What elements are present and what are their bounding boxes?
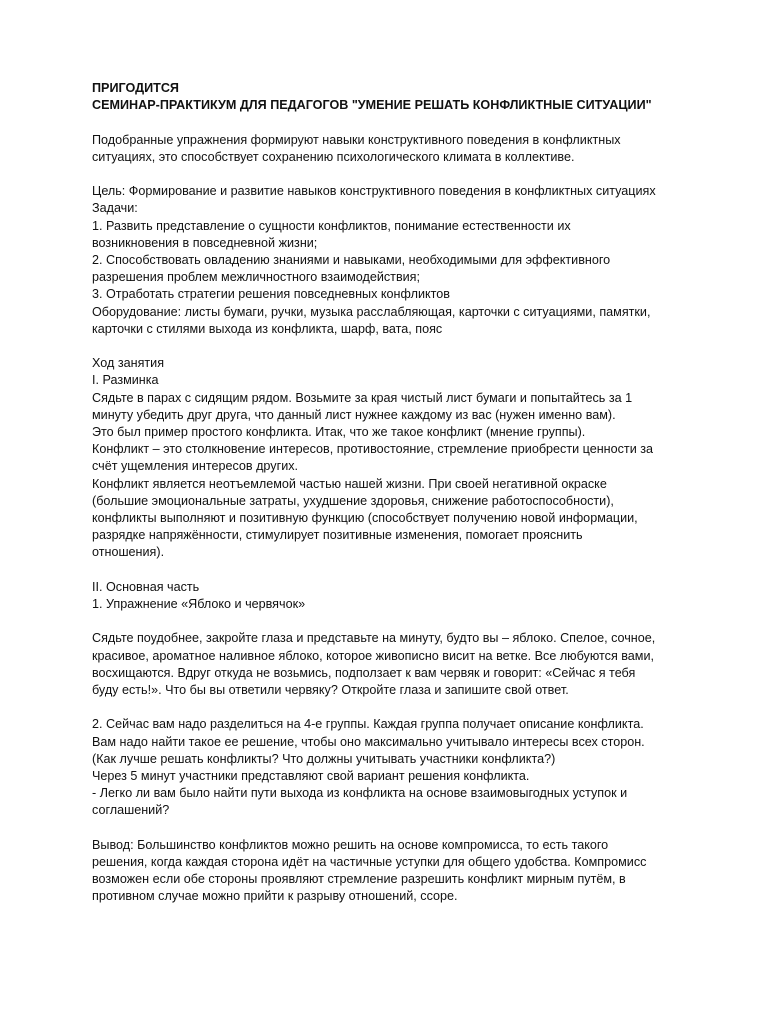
spacer: [92, 114, 728, 131]
text-line: Вам надо найти такое ее решение, чтобы оно максимально учитывало интересы всех сторон.: [92, 734, 645, 749]
equipment-line: карточки с стилями выхода из конфликта, шарф, вата, пояс: [92, 321, 443, 336]
text-line: соглашений?: [92, 803, 170, 818]
goal-line: Цель: Формирование и развитие навыков конструктивного поведения в конфликтных ситуациях: [92, 184, 656, 199]
header: [92, 80, 728, 114]
text-line: красивое, ароматное наливное яблоко, которое живописно висит на ветке. Все любуются вами,: [92, 648, 655, 663]
intro-paragraph: [92, 132, 728, 166]
tasks-heading: Задачи:: [92, 201, 138, 216]
text-line: Через 5 минут участники представляют свой вариант решения конфликта.: [92, 769, 530, 784]
section-heading: II. Основная часть: [92, 579, 200, 594]
text-line: Сядьте поудобнее, закройте глаза и представьте на минуту, будто вы – яблоко. Спелое, сочное,: [92, 631, 656, 646]
text-line: разрядке напряжённости, стимулирует позитивные изменения, помогает прояснить: [92, 528, 583, 543]
spacer: [92, 166, 728, 183]
text-line: 2. Сейчас вам надо разделиться на 4-е группы. Каждая группа получает описание конфликта.: [92, 717, 644, 732]
equipment-line: Оборудование: листы бумаги, ручки, музыка расслабляющая, карточки с ситуациями, памятки,: [92, 304, 651, 319]
text-line: Конфликт является неотъемлемой частью нашей жизни. При своей негативной окраске: [92, 476, 607, 491]
task-line: разрешения проблем межличностного взаимодействия;: [92, 270, 420, 285]
text-line: Сядьте в парах с сидящим рядом. Возьмите за края чистый лист бумаги и попытайтесь за 1: [92, 390, 633, 405]
task-line: 1. Развить представление о сущности конфликтов, понимание естественности их: [92, 218, 571, 233]
text-line: ситуациях, это способствует сохранению психологического климата в коллективе.: [92, 149, 575, 164]
text-line: отношения).: [92, 545, 165, 560]
text-line: решения, когда каждая сторона идёт на частичные уступки для общего удобства. Компромисс: [92, 855, 647, 870]
spacer: [92, 562, 728, 579]
task-line: 2. Способствовать овладению знаниями и навыками, необходимыми для эффективного: [92, 253, 611, 267]
text-line: буду есть!». Что бы вы ответили червяку? Откройте глаза и запишите свой ответ.: [92, 683, 569, 698]
text-line: (Как лучше решать конфликты? Что должны учитывать участники конфликта?): [92, 751, 556, 766]
spacer: [92, 613, 728, 630]
text-line: - Легко ли вам было найти пути выхода из конфликта на основе взаимовыгодных уступок и: [92, 786, 628, 801]
text-line: возможен если обе стороны проявляют стремление разрешить конфликт мирным путём, в: [92, 872, 626, 887]
text-line: счёт ущемления интересов других.: [92, 459, 299, 474]
main-part-section: [92, 579, 728, 613]
task-line: 3. Отработать стратегии решения повседневных конфликтов: [92, 287, 450, 302]
apple-exercise-paragraph: [92, 630, 728, 699]
text-line: восхищаются. Вдруг откуда не возьмись, подползает к вам червяк и говорит: «Сейчас я тебя: [92, 665, 636, 680]
text-line: Подобранные упражнения формируют навыки конструктивного поведения в конфликтных: [92, 132, 621, 147]
section-heading: Ход занятия: [92, 356, 165, 371]
text-line: противном случае можно прийти к разрыву отношений, ссоре.: [92, 889, 458, 904]
conclusion-paragraph: [92, 837, 728, 906]
spacer: [92, 820, 728, 837]
subsection-heading: I. Разминка: [92, 373, 159, 388]
spacer: [92, 338, 728, 355]
text-line: Вывод: Большинство конфликтов можно решить на основе компромисса, то есть такого: [92, 837, 609, 852]
spacer: [92, 699, 728, 716]
text-line: конфликты выполняют и позитивную функцию (способствует получению новой информации,: [92, 511, 638, 526]
task-line: возникновения в повседневной жизни;: [92, 235, 318, 250]
text-line: Конфликт – это столкновение интересов, противостояние, стремление приобрести ценности за: [92, 442, 654, 457]
lesson-section: [92, 355, 728, 561]
groups-exercise-paragraph: [92, 716, 728, 819]
goals-section: [92, 183, 728, 338]
document-title: СЕМИНАР-ПРАКТИКУМ ДЛЯ ПЕДАГОГОВ "УМЕНИЕ РЕШАТЬ КОНФЛИКТНЫЕ СИТУАЦИИ": [92, 98, 652, 113]
text-line: (большие эмоциональные затраты, ухудшение здоровья, снижение работоспособности),: [92, 493, 614, 508]
text-line: Это был пример простого конфликта. Итак, что же такое конфликт (мнение группы).: [92, 425, 586, 440]
exercise-heading: 1. Упражнение «Яблоко и червячок»: [92, 597, 306, 612]
header-kicker: ПРИГОДИТСЯ: [92, 81, 179, 95]
text-line: минуту убедить друг друга, что данный лист нужнее каждому из вас (нужен именно вам).: [92, 407, 616, 422]
